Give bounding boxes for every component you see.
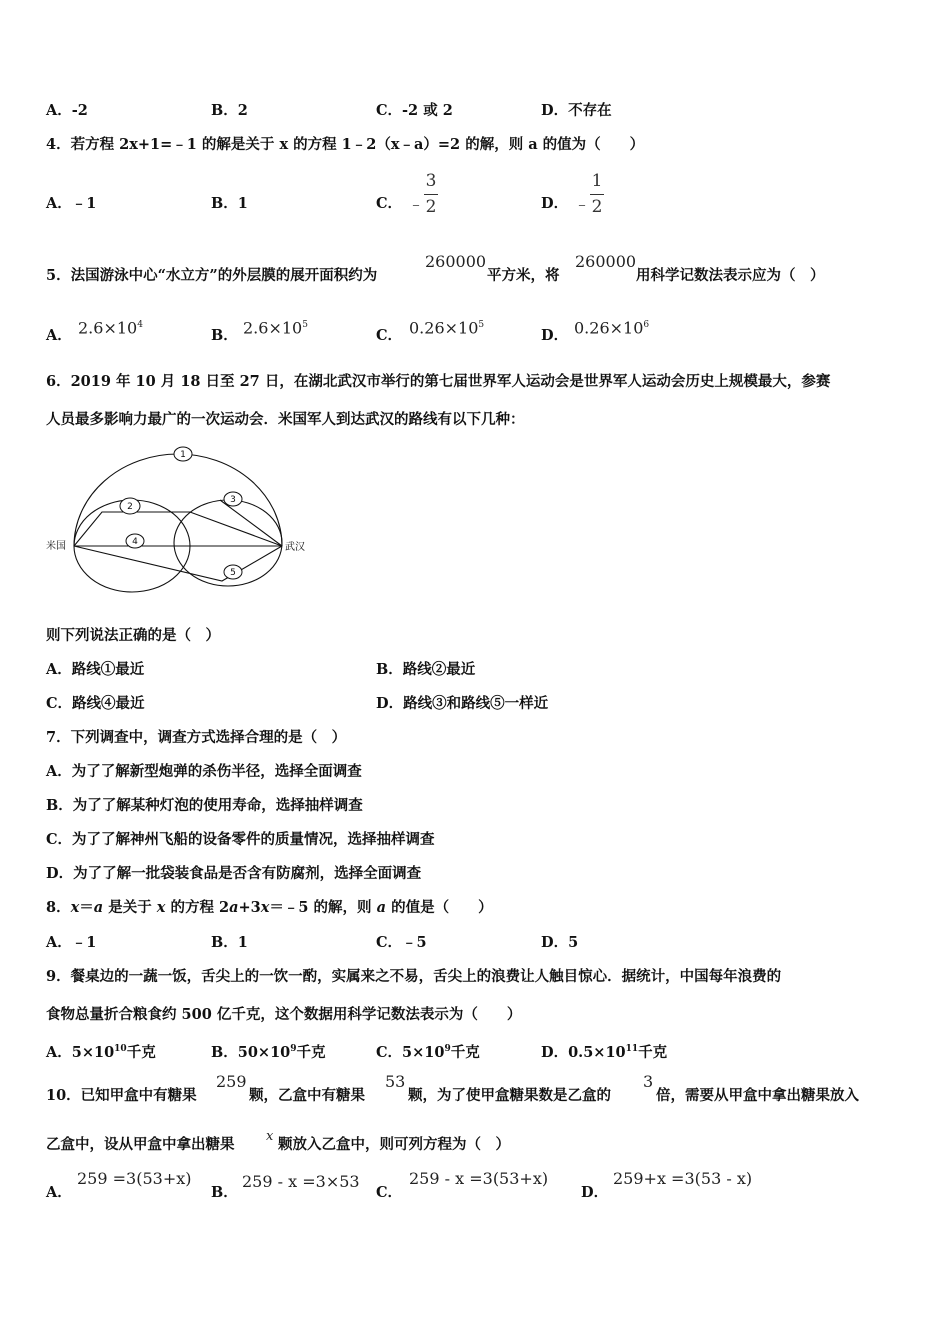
q5-option-c-label: C．: [376, 327, 403, 344]
q10-stem-line-2-part-1: 乙盒中，设从甲盒中拿出糖果: [46, 1136, 235, 1153]
q9-stem-line-1: 9．餐桌边的一蔬一饭，舌尖上的一饮一酌，实属来之不易，舌尖上的浪费让人触目惊心．据统计，中国每年浪费的: [46, 968, 782, 985]
q9-option-d: D．$0.5\times 10^{11}$千克: [541, 1043, 668, 1061]
route-1-label: 1: [180, 450, 186, 460]
q4-option-d-denominator: 2: [591, 197, 603, 217]
q9-option-b: B．$50\times 10^9$千克: [211, 1043, 326, 1061]
q5-value-1: 260000: [425, 252, 487, 271]
q8-option-a: A．﹣1: [46, 934, 97, 951]
q5-option-d-label: D．: [541, 327, 569, 344]
q7-option-c: C．为了了解神州飞船的设备零件的质量情况，选择抽样调查: [46, 831, 435, 848]
q7-option-a: A．为了了解新型炮弹的杀伤半径，选择全面调查: [46, 763, 362, 780]
q5-stem-part-1: 5．法国游泳中心“水立方”的外层膜的展开面积约为: [46, 267, 378, 284]
q5-option-a-label: A．: [46, 327, 72, 344]
q7-option-d: D．为了了解一批袋装食品是否含有防腐剂，选择全面调查: [46, 865, 422, 882]
q5-option-a-value: $2.6\times 10^4$: [78, 318, 143, 338]
q9-option-c: C．$5\times 10^9$千克: [376, 1043, 480, 1061]
q10-number-259: 259: [216, 1072, 247, 1091]
route-2-label: 2: [127, 502, 133, 512]
q4-option-d-label: D．: [541, 195, 569, 212]
q5-option-d-value: $0.26\times 10^6$: [574, 318, 650, 338]
q8-option-c: C．﹣5: [376, 934, 427, 951]
q10-option-a-label: A．: [46, 1184, 72, 1201]
q5-option-b-label: B．: [211, 327, 238, 344]
q3-option-c: C．-2 或 2: [376, 102, 453, 119]
q10-number-53: 53: [385, 1072, 406, 1091]
q4-option-c-label: C．: [376, 195, 403, 212]
q6-stem-line-1: 6．2019 年 10 月 18 日至 27 日，在湖北武汉市举行的第七届世界军人运动会是世界军人运动会历史上规模最大，参赛: [46, 373, 831, 390]
q5-value-2: 260000: [575, 252, 637, 271]
q6-option-c: C．路线④最近: [46, 695, 145, 712]
q4-option-d-sign: ﹣: [574, 194, 591, 213]
q6-option-b: B．路线②最近: [376, 661, 476, 678]
route-3-label: 3: [230, 495, 236, 505]
route-5-polyline: [74, 546, 282, 581]
q10-option-d-label: D．: [581, 1184, 609, 1201]
q10-stem-part-3: 颗，为了使甲盒糖果数是乙盒的: [408, 1087, 611, 1104]
q6-route-diagram: [40, 440, 320, 600]
route-2-polyline: [74, 512, 282, 546]
start-label-usa: 米国: [46, 541, 66, 552]
q7-stem: 7．下列调查中，调查方式选择合理的是（ ）: [46, 729, 347, 746]
q8-stem: 8．x＝a 是关于 x 的方程 2a+3x＝﹣5 的解，则 a 的值是（ ）: [46, 899, 493, 916]
q4-option-c-sign: ﹣: [408, 194, 425, 213]
q10-stem-part-4: 倍，需要从甲盒中拿出糖果放入: [656, 1087, 859, 1104]
q4-option-d-fraction-bar: [590, 194, 604, 195]
q4-option-b: B．1: [211, 195, 248, 212]
q4-option-c-numerator: 3: [425, 171, 437, 191]
q10-option-c-label: C．: [376, 1184, 403, 1201]
q10-variable-x: x: [266, 1129, 274, 1144]
q10-option-b-label: B．: [211, 1184, 238, 1201]
q4-option-c-fraction-bar: [424, 194, 438, 195]
q10-option-a-equation: 259 =3(53+x): [77, 1169, 192, 1188]
q7-option-b: B．为了了解某种灯泡的使用寿命，选择抽样调查: [46, 797, 363, 814]
q5-option-b-value: $2.6\times 10^5$: [243, 318, 308, 338]
q3-option-a: A．-2: [46, 102, 88, 119]
q10-number-3: 3: [643, 1072, 654, 1091]
route-1-arc: [74, 454, 282, 546]
q10-option-c-equation: 259 - x =3(53+x): [409, 1169, 549, 1188]
q3-option-b: B．2: [211, 102, 248, 119]
q10-option-b-equation: 259 - x =3×53: [242, 1172, 360, 1191]
route-5-label: 5: [230, 568, 236, 578]
route-4-label: 4: [132, 537, 138, 547]
q10-option-d-equation: 259+x =3(53 - x): [613, 1169, 753, 1188]
q3-option-d: D．不存在: [541, 102, 612, 119]
q5-stem-part-2: 平方米，将: [487, 267, 560, 284]
q4-option-d-numerator: 1: [591, 171, 603, 191]
q5-stem-part-3: 用科学记数法表示应为（ ）: [636, 267, 825, 284]
q6-stem-line-2: 人员最多影响力最广的一次运动会．米国军人到达武汉的路线有以下几种：: [46, 411, 525, 428]
q10-stem-part-2: 颗，乙盒中有糖果: [249, 1087, 365, 1104]
q10-stem-line-2-part-2: 颗放入乙盒中，则可列方程为（ ）: [278, 1136, 510, 1153]
q4-option-c-denominator: 2: [425, 197, 437, 217]
q4-option-a: A．﹣1: [46, 195, 97, 212]
q4-stem: 4．若方程 2x+1=﹣1 的解是关于 x 的方程 1﹣2（x﹣a）=2 的解，则 a 的值为（ ）: [46, 136, 645, 153]
q9-option-a: A．$5\times 10^{10}$千克: [46, 1043, 156, 1061]
q5-option-c-value: $0.26\times 10^5$: [409, 318, 485, 338]
q10-stem-part-1: 10．已知甲盒中有糖果: [46, 1087, 197, 1104]
q6-question: 则下列说法正确的是（ ）: [46, 627, 220, 644]
q8-option-b: B．1: [211, 934, 248, 951]
q9-stem-line-2: 食物总量折合粮食约 500 亿千克，这个数据用科学记数法表示为（ ）: [46, 1006, 522, 1023]
q8-option-d: D．5: [541, 934, 579, 951]
end-label-wuhan: 武汉: [285, 542, 305, 553]
q6-option-a: A．路线①最近: [46, 661, 145, 678]
q6-option-d: D．路线③和路线⑤一样近: [376, 695, 549, 712]
